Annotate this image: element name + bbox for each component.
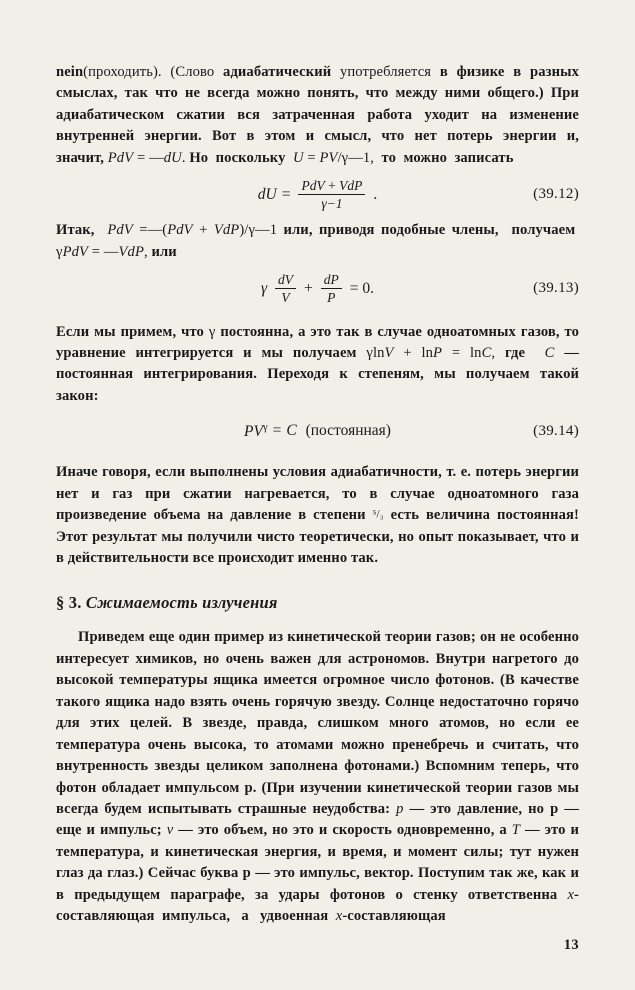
equation-39-13 <box>56 272 579 305</box>
equation-39-13-number: (39.13) <box>533 280 579 297</box>
section-heading <box>56 593 579 613</box>
paragraph-4: Иначе говоря, если выполнены условия адиабатичности, т. е. потерь энергии нет и газ при сжатии нагревается, то в случае одноатомного газа произведение объема на давление в степени ⁵/₃ есть величина постоянная! Этот результат мы получили чисто теоретически, но опыт показывает, что и в действительности все происходит именно так. <box>56 464 580 566</box>
equation-39-12-expression: dU = $\frac{\text{PdV + VdP}}{\gamma-1}$ . <box>257 178 378 212</box>
section-title: Сжимаемость излучения <box>85 593 278 613</box>
equation-39-12 <box>56 178 579 211</box>
section-number: § 3. <box>56 593 82 613</box>
paragraph-2: Итак, PdV =—(PdV + VdP)/γ—1 или, приводя подобные члены, получаем γPdV = —VdP, или <box>56 222 580 260</box>
page-number: 13 <box>563 937 579 953</box>
paragraph-1: nein(проходить). (Слово адиабатический употребляется в физике в разных смыслах, так что не всегда можно понять, что между ними общего.) При адиабатическом сжатии вся затраченная работа уходит на изменение внутренней энергии. Вот в этом и смысл, что нет потерь энергии и, значит, PdV = —dU. Но поскольку U = PV/γ—1, то можно записать <box>56 64 579 166</box>
paragraph-3: Если мы примем, что γ постоянна, а это так в случае одноатомных газов, то уравнение интегрируется и мы получаем γlnV + lnP = lnC, где C — постоянная интегрирования. Переходя к степеням, мы получаем такой закон: <box>56 323 580 404</box>
equation-39-14 <box>56 416 579 446</box>
equation-39-14-expression: $PV^\gamma$ = C (постоянная) <box>244 421 391 440</box>
equation-39-14-number: (39.14) <box>533 422 579 439</box>
equation-39-13-expression: γ $\frac{dV}{V}$ + $\frac{dP}{P}$ = 0. <box>260 272 375 306</box>
equation-39-12-number: (39.12) <box>533 186 579 203</box>
paragraph-5: Приведем еще один пример из кинетической теории газов; он не особенно интересует химиков, но очень важен для астрономов. Внутри нагретого до высокой температуры ящика имеется огромное число фотонов. (В качестве такого ящика надо взять очень горячую звезду. Солнце недостаточно горячо для этих целей. В звезде, правда, слишком много атомов, но если ее температура очень высока, то атомами можно пренебречь и считать, что внутренность звезды целиком заполнена фотонами.) Вспомним теперь, что фотон обладает импульсом p. (При изучении кинетической теории газов мы всегда будем испытывать страшные неудобства: p — это давление, но p — еще и импульс; v — это объем, но это и скорость одновременно, а T — это и температура, и кинетическая энергия, и время, и момент силы; тут нужен глаз да глаз.) Сейчас буква p — это импульс, вектор. Поступим так же, как и в предыдущем параграфе, за удары фотонов о стенку ответственна x-составляющая импульса, а удвоенная x-составляющая <box>56 629 580 925</box>
